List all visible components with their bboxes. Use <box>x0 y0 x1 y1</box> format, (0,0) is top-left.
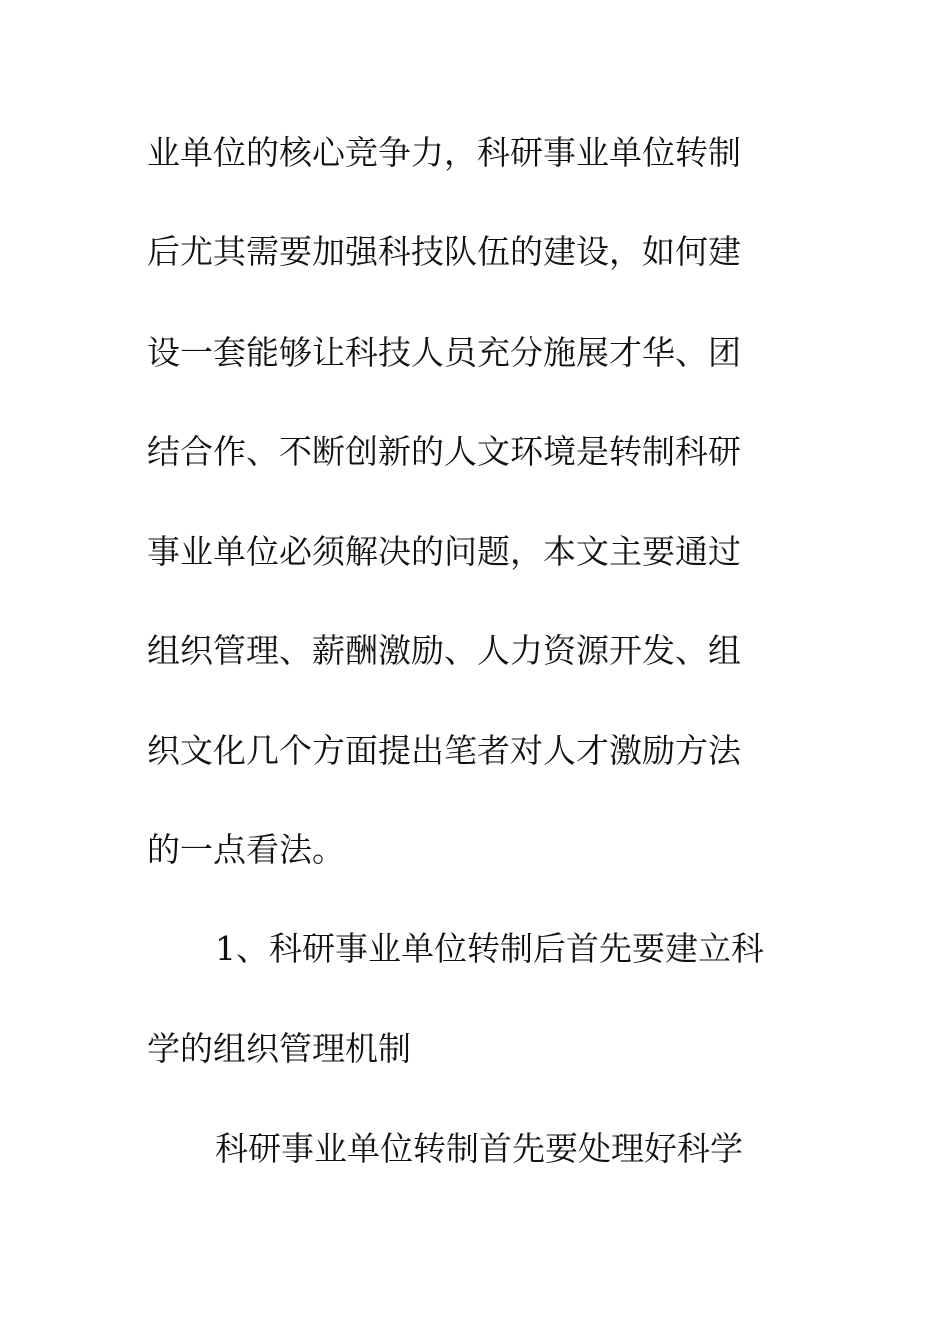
body-text-line-6: 组织管理、薪酬激励、人力资源开发、组 <box>147 631 741 670</box>
body-text-line-2: 后尤其需要加强科技队伍的建设，如何建 <box>147 232 741 271</box>
body-text-line-3: 设一套能够让科技人员充分施展才华、团 <box>147 333 741 372</box>
body-text-line-7: 织文化几个方面提出笔者对人才激励方法 <box>147 731 741 770</box>
body-text-line-8: 的一点看法。 <box>147 830 345 869</box>
section-heading-line-2: 学的组织管理机制 <box>147 1029 411 1068</box>
body-text-line-5: 事业单位必须解决的问题，本文主要通过 <box>147 532 741 571</box>
section-heading-line-1: 1、科研事业单位转制后首先要建立科 <box>215 929 764 968</box>
body-text-line-1: 业单位的核心竞争力，科研事业单位转制 <box>147 133 741 172</box>
body-text-line-4: 结合作、不断创新的人文环境是转制科研 <box>147 432 741 471</box>
paragraph-start-line: 科研事业单位转制首先要处理好科学 <box>215 1129 743 1168</box>
